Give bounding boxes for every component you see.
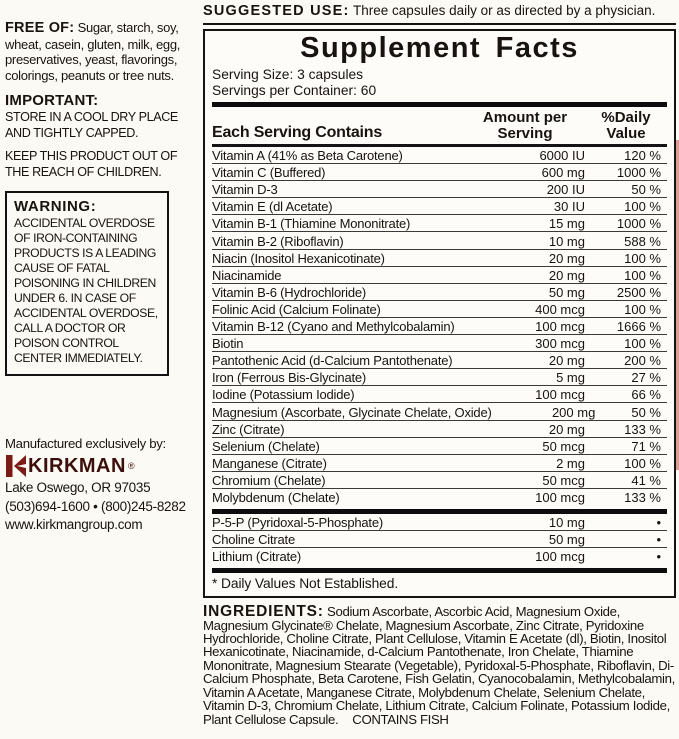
- nutrient-name: Vitamin B-6 (Hydrochloride): [212, 284, 367, 300]
- table-row: [212, 335, 667, 352]
- nutrient-dv: 100 %: [624, 267, 661, 283]
- nutrient-dv: 100 %: [624, 199, 661, 215]
- nutrient-name: Biotin: [212, 336, 244, 352]
- nutrient-name: Niacinamide: [212, 267, 282, 283]
- nutrient-dv: 200 %: [624, 353, 661, 369]
- nutrient-amount: 200 mg: [551, 404, 596, 420]
- table-row: [212, 198, 667, 215]
- suggested-use-label: SUGGESTED USE:: [203, 3, 350, 19]
- nutrient-name: Pantothenic Acid (d-Calcium Pantothenate): [212, 353, 453, 369]
- nutrient-name: Vitamin A (41% as Beta Carotene): [212, 148, 403, 164]
- nutrient-name: Folinic Acid (Calcium Folinate): [212, 301, 381, 317]
- nutrient-dv: 50 %: [631, 182, 661, 198]
- nutrient-dv: 100 %: [624, 301, 661, 317]
- nutrient-amount: 50 mg: [548, 284, 585, 300]
- table-row: [212, 386, 667, 403]
- nutrient-dv: •: [656, 532, 661, 548]
- nutrient-name: Molybdenum (Chelate): [212, 489, 340, 505]
- nutrient-amount: 300 mcg: [535, 336, 585, 352]
- header-amount-per-serving: Amount per Serving: [482, 109, 568, 142]
- nutrient-amount: 100 mcg: [535, 489, 585, 505]
- nutrient-amount: 20 mg: [548, 267, 585, 283]
- table-row: [212, 403, 667, 420]
- nutrient-amount: 400 mcg: [535, 301, 585, 317]
- table-row: [212, 421, 667, 438]
- header-each-serving: Each Serving Contains: [212, 124, 383, 141]
- important-children-text: KEEP THIS PRODUCT OUT OF THE REACH OF CHILDREN.: [5, 149, 178, 179]
- important-storage-text: STORE IN A COOL DRY PLACE AND TIGHTLY CAPPED.: [5, 110, 178, 140]
- table-row: [212, 455, 667, 472]
- nutrient-name: Choline Citrate: [212, 532, 295, 548]
- nutrient-amount: 100 mcg: [535, 549, 585, 565]
- nutrient-amount: 20 mg: [548, 353, 585, 369]
- table-row: [212, 215, 667, 232]
- nutrient-amount: 50 mcg: [542, 438, 585, 454]
- table-row: [212, 369, 667, 386]
- suggested-use-line: [203, 3, 676, 25]
- nutrient-amount: 200 IU: [546, 182, 585, 198]
- nutrient-dv: 1000 %: [616, 216, 661, 232]
- nutrient-name: Vitamin B-2 (Riboflavin): [212, 233, 344, 249]
- main-panel: [203, 3, 676, 739]
- nutrient-amount: 50 mg: [548, 532, 585, 548]
- nutrient-dv: 100 %: [624, 455, 661, 471]
- nutrient-dv: 2500 %: [616, 284, 661, 300]
- nutrient-dv: 1666 %: [616, 319, 661, 335]
- header-daily-value: %Daily Value: [601, 109, 651, 142]
- supplement-facts-title: Supplement Facts: [300, 32, 579, 64]
- nutrient-name: Vitamin C (Buffered): [212, 165, 326, 181]
- table-row: [212, 267, 667, 284]
- suggested-use-text: Three capsules daily or as directed by a physician.: [353, 3, 656, 18]
- manufacturer-phones: (503)694-1600 • (800)245-8282: [5, 498, 186, 514]
- nutrient-dv: •: [656, 549, 661, 565]
- table-row: [212, 531, 667, 548]
- nutrient-dv: 71 %: [631, 438, 661, 454]
- free-of-paragraph: [5, 20, 195, 83]
- nutrient-amount: 20 mg: [548, 250, 585, 266]
- nutrient-name: Iron (Ferrous Bis-Glycinate): [212, 370, 367, 386]
- important-label: IMPORTANT:: [5, 92, 99, 109]
- supplement-facts-panel: [203, 29, 676, 598]
- daily-value-footnote: * Daily Values Not Established.: [212, 576, 399, 592]
- serving-size-text: Serving Size: 3 capsules: [212, 67, 364, 82]
- nutrient-amount: 50 mcg: [542, 472, 585, 488]
- warning-text: ACCIDENTAL OVERDOSE OF IRON-CONTAINING PRODUCTS IS A LEADING CAUSE OF FATAL POISONING IN CHILDREN UNDER 6. IN CASE OF ACCIDENTAL OVERDOSE, CALL A DOCTOR OR POISON CONTROL CENTER IMMEDIATELY.: [14, 216, 158, 365]
- nutrient-amount: 2 mg: [556, 455, 585, 471]
- ingredients-text: Sodium Ascorbate, Ascorbic Acid, Magnesium Oxide, Magnesium Glycinate® Chelate, Magnesium Ascorbate, Zinc Citrate, Pyridoxine Hydrochloride, Choline Citrate, Plant Cellulose, Vitamin E Acetate (dl), Biotin, Inositol Hexanicotinate, Niacinamide, d-Calcium Pantothenate, Iron Chelate, Thiamine Mononitrate, Magnesium Stearate (Vegetable), Pyridoxal-5-Phosphate, Riboflavin, Di-Calcium Phosphate, Beta Carotene, Fish Gelatin, Cyanocobalamin, Methylcobalamin, Vitamin A Acetate, Manganese Citrate, Molybdenum Chelate, Selenium Chelate, Vitamin D-3, Chromium Chelate, Lithium Citrate, Calcium Folinate, Potassium Iodide, Plant Cellulose Capsule.: [203, 604, 675, 727]
- nutrient-dv: 100 %: [624, 336, 661, 352]
- nutrient-amount: 15 mg: [548, 216, 585, 232]
- nutrient-name: Zinc (Citrate): [212, 421, 285, 437]
- facts-table-header: [212, 107, 667, 144]
- nutrient-amount: 600 mg: [541, 165, 585, 181]
- nutrient-dv: 120 %: [624, 148, 661, 164]
- nutrient-name: Chromium (Chelate): [212, 472, 326, 488]
- nutrient-name: Vitamin B-12 (Cyano and Methylcobalamin): [212, 319, 455, 335]
- nutrient-dv: 1000 %: [616, 165, 661, 181]
- manufacturer-website: www.kirkmangroup.com: [5, 517, 143, 532]
- nutrient-name: Vitamin E (dl Acetate): [212, 199, 333, 215]
- kirkman-brand-text: KIRKMAN: [28, 454, 126, 477]
- ingredients-paragraph: [203, 605, 676, 726]
- servings-per-container-text: Servings per Container: 60: [212, 82, 377, 98]
- nutrient-dv: 41 %: [631, 472, 661, 488]
- nutrient-dv: 27 %: [631, 370, 661, 386]
- table-row: [212, 514, 667, 531]
- table-row: [212, 472, 667, 489]
- nutrient-name: Lithium (Citrate): [212, 549, 302, 565]
- nutrient-name: Manganese (Citrate): [212, 455, 327, 471]
- nutrient-dv: •: [656, 515, 661, 531]
- contains-fish-text: CONTAINS FISH: [352, 711, 449, 727]
- table-row: [212, 181, 667, 198]
- nutrient-name: Iodine (Potassium Iodide): [212, 387, 355, 403]
- nutrient-name: Selenium (Chelate): [212, 438, 320, 454]
- nutrient-name: Vitamin B-1 (Thiamine Mononitrate): [212, 216, 411, 232]
- nutrient-amount: 10 mg: [548, 515, 585, 531]
- nutrient-dv: 133 %: [624, 489, 661, 505]
- table-row: [212, 232, 667, 249]
- table-row: [212, 284, 667, 301]
- nutrient-dv: 100 %: [624, 250, 661, 266]
- table-row: [212, 250, 667, 267]
- manufactured-by-text: Manufactured exclusively by:: [5, 436, 166, 451]
- free-of-label: FREE OF:: [5, 20, 75, 36]
- table-row: [212, 147, 667, 164]
- table-row: [212, 489, 667, 505]
- nutrient-dv: 66 %: [631, 387, 661, 403]
- kirkman-k-icon: [5, 454, 27, 478]
- nutrient-amount: 20 mg: [548, 421, 585, 437]
- nutrient-name: Niacin (Inositol Hexanicotinate): [212, 250, 385, 266]
- warning-label: WARNING:: [14, 198, 97, 215]
- nutrient-name: P-5-P (Pyridoxal-5-Phosphate): [212, 515, 383, 531]
- warning-box: [5, 191, 169, 376]
- facts-table-body: [212, 147, 667, 505]
- table-row: [212, 352, 667, 369]
- nutrient-amount: 100 mcg: [535, 319, 585, 335]
- nutrient-amount: 6000 IU: [539, 148, 585, 164]
- nutrient-name: Magnesium (Ascorbate, Glycinate Chelate, Oxide): [212, 404, 492, 420]
- nutrient-amount: 5 mg: [556, 370, 585, 386]
- table-row: [212, 164, 667, 181]
- table-row: [212, 438, 667, 455]
- kirkman-logo: [5, 454, 195, 478]
- free-of-text: Sugar, starch, soy, wheat, casein, gluten, milk, egg, preservatives, yeast, flavorings, colorings, peanuts or tree nuts.: [5, 20, 181, 83]
- table-row: [212, 548, 667, 564]
- registered-mark: ®: [127, 461, 135, 471]
- ingredients-label: INGREDIENTS:: [203, 603, 324, 621]
- nutrient-name: Vitamin D-3: [212, 182, 278, 198]
- nutrient-amount: 10 mg: [548, 233, 585, 249]
- nutrient-dv: 133 %: [624, 421, 661, 437]
- nutrient-amount: 30 IU: [553, 199, 585, 215]
- facts-table-extra-body: [212, 514, 667, 564]
- nutrient-amount: 100 mcg: [535, 387, 585, 403]
- manufacturer-address: Lake Oswego, OR 97035: [5, 480, 151, 495]
- left-panel: [5, 20, 195, 534]
- table-row: [212, 301, 667, 318]
- table-row: [212, 318, 667, 335]
- nutrient-dv: 588 %: [624, 233, 661, 249]
- nutrient-dv: 50 %: [631, 404, 661, 420]
